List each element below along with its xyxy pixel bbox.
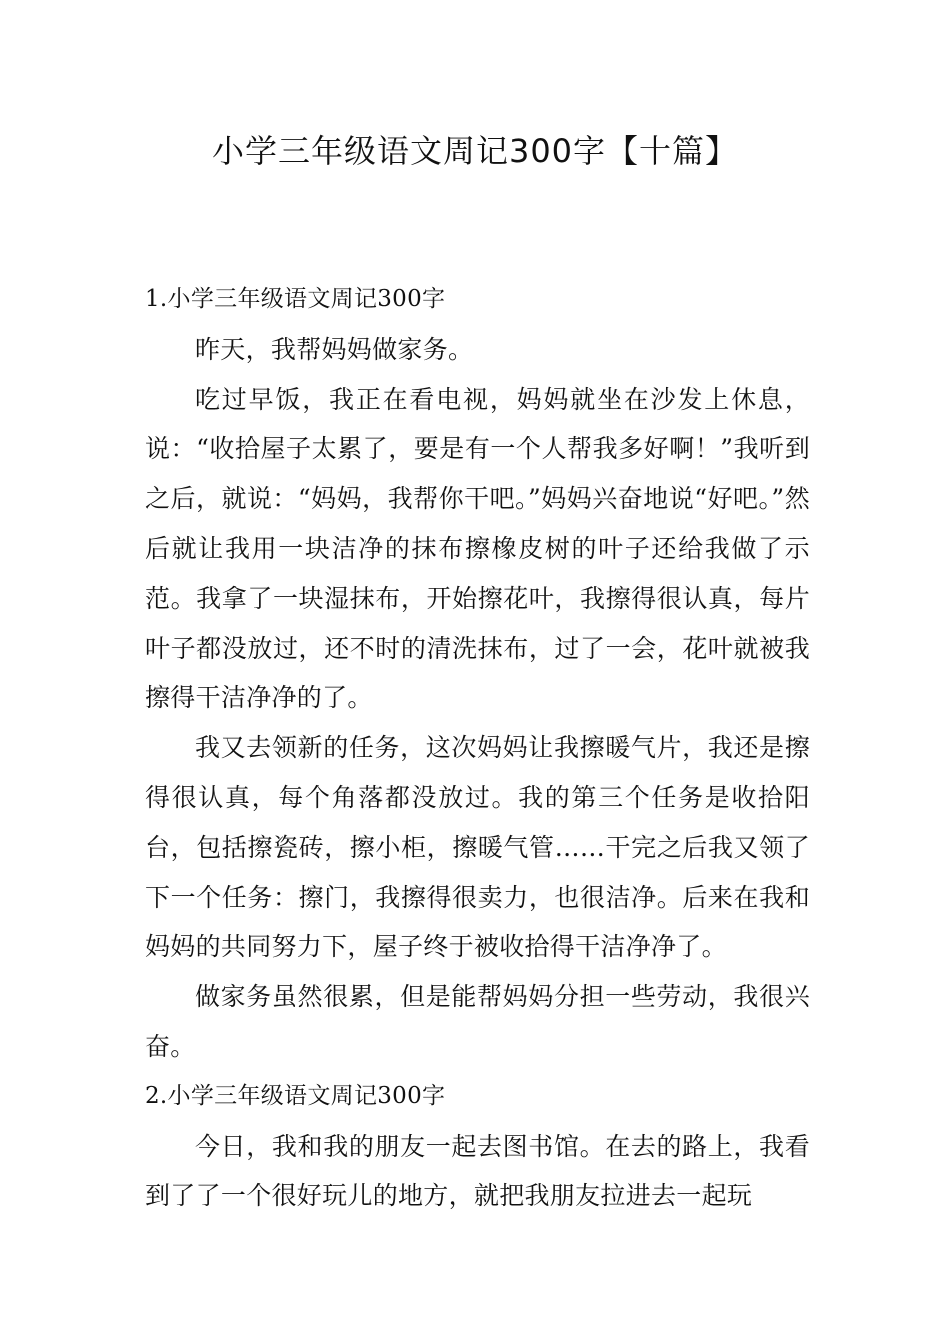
paragraph: 我又去领新的任务，这次妈妈让我擦暖气片，我还是擦得很认真，每个角落都没放过。我的第三个任务是收拾阳台，包括擦瓷砖，擦小柜，擦暖气管……干完之后我又领了下一个任务：擦门，我擦得很卖力，也很洁净。后来在我和妈妈的共同努力下，屋子终于被收拾得干洁净净了。 bbox=[145, 733, 810, 962]
section-1-heading: 1.小学三年级语文周记300字 bbox=[145, 286, 446, 312]
paragraph: 昨天，我帮妈妈做家务。 bbox=[195, 334, 474, 364]
section-2-heading: 2.小学三年级语文周记300字 bbox=[145, 1082, 446, 1109]
paragraph: 做家务虽然很累，但是能帮妈妈分担一些劳动，我很兴奋。 bbox=[145, 982, 810, 1061]
document-title: 小学三年级语文周记300字【十篇】 bbox=[211, 132, 739, 170]
paragraph: 吃过早饭，我正在看电视，妈妈就坐在沙发上休息，说：“收拾屋子太累了，要是有一个人帮我多好啊！”我听到之后，就说：“妈妈，我帮你干吧。”妈妈兴奋地说“好吧。”然后就让我用一块洁净的抹布擦橡皮树的叶子还给我做了示范。我拿了一块湿抹布，开始擦花叶，我擦得很认真，每片叶子都没放过，还不时的清洗抹布，过了一会，花叶就被我擦得干洁净净的了。 bbox=[145, 384, 810, 713]
paragraph: 今日，我和我的朋友一起去图书馆。在去的路上，我看到了了一个很好玩儿的地方，就把我朋友拉进去一起玩 bbox=[145, 1131, 810, 1211]
document-body bbox=[145, 275, 810, 1221]
